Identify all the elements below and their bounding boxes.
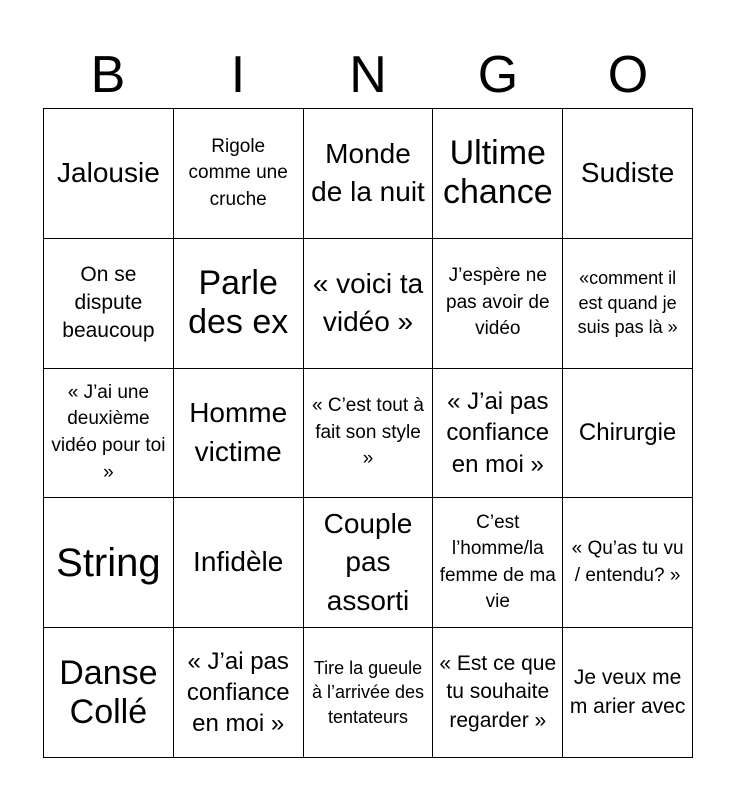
bingo-cell[interactable]: On se dispute beaucoup — [44, 239, 174, 369]
bingo-cell[interactable]: « J’ai pas confiance en moi » — [174, 628, 304, 758]
bingo-cell[interactable]: Parle des ex — [174, 239, 304, 369]
bingo-cell[interactable]: Homme victime — [174, 369, 304, 499]
header-letter-n: N — [349, 46, 387, 104]
bingo-cell[interactable]: Rigole comme une cruche — [174, 109, 304, 239]
header-letter-b: B — [90, 46, 126, 104]
bingo-cell[interactable]: Sudiste — [563, 109, 693, 239]
header-letter-g: G — [477, 46, 519, 104]
bingo-cell[interactable]: Ultime chance — [433, 109, 563, 239]
bingo-cell[interactable]: « J’ai une deuxième vidéo pour toi » — [44, 369, 174, 499]
bingo-cell[interactable]: C’est l’homme/la femme de ma vie — [433, 498, 563, 628]
bingo-cell[interactable]: Danse Collé — [44, 628, 174, 758]
header-letter-i: I — [230, 46, 246, 104]
bingo-cell[interactable]: Jalousie — [44, 109, 174, 239]
bingo-cell[interactable]: « Qu’as tu vu / entendu? » — [563, 498, 693, 628]
bingo-cell[interactable]: String — [44, 498, 174, 628]
bingo-cell[interactable]: « J’ai pas confiance en moi » — [433, 369, 563, 499]
bingo-cell[interactable]: « voici ta vidéo » — [304, 239, 434, 369]
bingo-cell[interactable]: J’espère ne pas avoir de vidéo — [433, 239, 563, 369]
bingo-cell[interactable]: Je veux me m arier avec — [563, 628, 693, 758]
bingo-cell[interactable]: Chirurgie — [563, 369, 693, 499]
bingo-cell[interactable]: « C’est tout à fait son style » — [304, 369, 434, 499]
bingo-cell[interactable]: « Est ce que tu souhaite regarder » — [433, 628, 563, 758]
bingo-cell[interactable]: Tire la gueule à l’arrivée des tentateurs — [304, 628, 434, 758]
bingo-cell[interactable]: «comment il est quand je suis pas là » — [563, 239, 693, 369]
bingo-cell[interactable]: Infidèle — [174, 498, 304, 628]
bingo-grid — [43, 108, 693, 758]
bingo-cell[interactable]: Couple pas assorti — [304, 498, 434, 628]
bingo-header — [43, 42, 693, 108]
header-letter-o: O — [607, 46, 649, 104]
bingo-cell[interactable]: Monde de la nuit — [304, 109, 434, 239]
